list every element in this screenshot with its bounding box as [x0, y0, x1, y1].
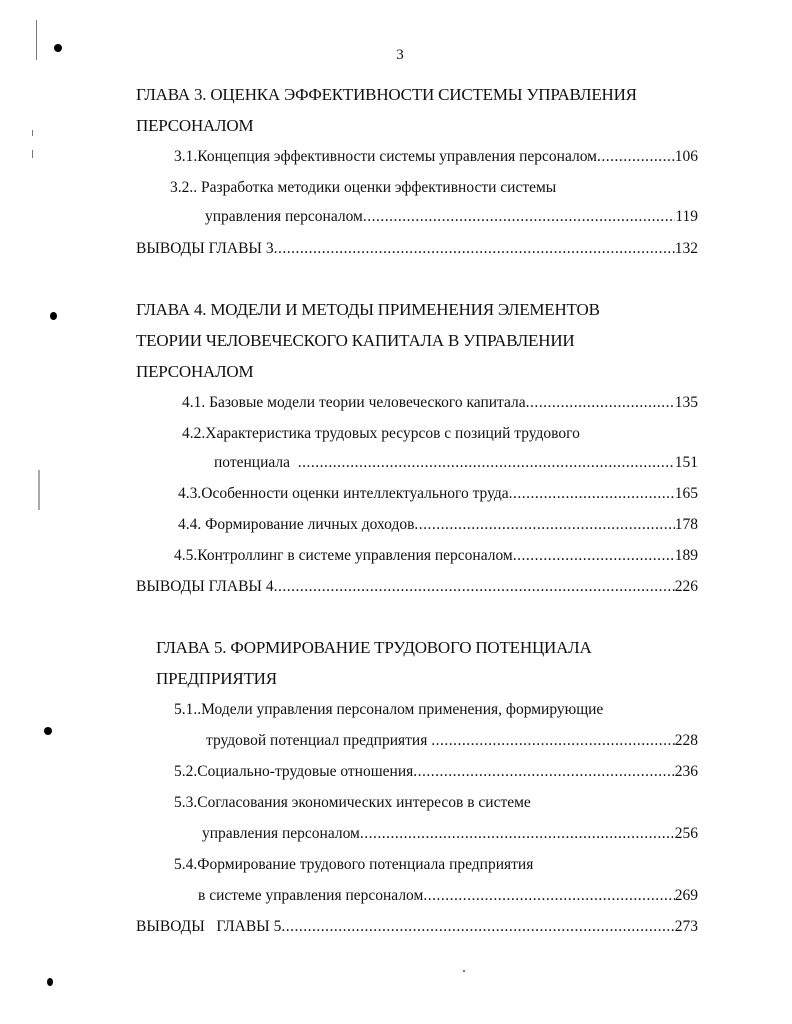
toc-entry-4-2-title[interactable]: 4.2.Характеристика трудовых ресурсов с позиций трудового: [182, 425, 580, 442]
chapter-5-heading: ГЛАВА 5. ФОРМИРОВАНИЕ ТРУДОВОГО ПОТЕНЦИАЛА: [156, 638, 592, 657]
toc-entry-5-3-title[interactable]: 5.3.Согласования экономических интересов в системе: [174, 794, 531, 811]
punch-hole-mark: [50, 312, 57, 320]
toc-entry-page: 165: [674, 485, 698, 502]
leader-dots: [360, 825, 675, 843]
toc-entry-label: 4.4. Формирование личных доходов: [178, 516, 415, 533]
punch-hole-mark: [54, 44, 62, 52]
leader-dots: [509, 485, 675, 503]
leader-dots: [274, 578, 675, 596]
toc-entry-label: 3.1.Концепция эффективности системы управления персоналом: [174, 148, 597, 165]
toc-entry-3-2-title[interactable]: 3.2.. Разработка методики оценки эффективности системы: [170, 179, 557, 196]
toc-entry-label: ВЫВОДЫ ГЛАВЫ 4: [136, 578, 274, 595]
toc-entry-4-1[interactable]: [182, 394, 698, 412]
chapter-4-heading-cont: ТЕОРИИ ЧЕЛОВЕЧЕСКОГО КАПИТАЛА В УПРАВЛЕНИИ: [136, 331, 575, 350]
toc-entry-4-4[interactable]: [178, 516, 698, 534]
toc-entry-label: 4.1. Базовые модели теории человеческого капитала: [182, 394, 526, 411]
scan-speck: [38, 470, 40, 510]
toc-entry-label: 4.3.Особенности оценки интеллектуального труда: [178, 485, 509, 502]
leader-dots: [526, 394, 675, 412]
toc-entry-4-2[interactable]: [214, 454, 698, 472]
toc-entry-page: 178: [674, 516, 698, 533]
toc-entry-5-1-title[interactable]: 5.1..Модели управления персоналом применения, формирующие: [174, 701, 604, 718]
toc-entry-5-4-title[interactable]: 5.4.Формирование трудового потенциала предприятия: [174, 856, 534, 873]
toc-entry-page: 236: [674, 763, 698, 780]
scan-speck: [36, 20, 37, 60]
toc-conclusions-4[interactable]: [136, 578, 698, 596]
toc-entry-label: управления персоналом: [205, 208, 363, 225]
toc-entry-4-5[interactable]: [174, 547, 698, 565]
scan-speck: [32, 130, 33, 136]
toc-entry-page: 119: [675, 208, 698, 225]
toc-entry-page: 256: [674, 825, 698, 842]
toc-entry-label: 5.2.Социально-трудовые отношения: [174, 763, 414, 780]
scan-speck: [32, 150, 33, 158]
leader-dots: [597, 148, 675, 166]
toc-entry-page: 132: [674, 240, 698, 257]
toc-entry-5-1[interactable]: [206, 732, 698, 750]
toc-entry-page: 273: [674, 918, 698, 935]
page-number: 3: [396, 47, 404, 63]
toc-entry-label: управления персоналом: [202, 825, 360, 842]
leader-dots: [363, 208, 675, 226]
toc-entry-label: 4.5.Контроллинг в системе управления персоналом: [174, 547, 513, 564]
leader-dots: [298, 454, 675, 472]
toc-entry-page: 151: [674, 454, 698, 471]
toc-entry-page: 269: [674, 887, 698, 904]
toc-entry-label: ВЫВОДЫ ГЛАВЫ 3: [136, 240, 274, 257]
toc-entry-4-3[interactable]: [178, 485, 698, 503]
chapter-3-heading-cont: ПЕРСОНАЛОМ: [136, 116, 254, 135]
toc-entry-label: в системе управления персоналом: [198, 887, 424, 904]
toc-entry-page: 106: [674, 148, 698, 165]
punch-hole-mark: [47, 978, 53, 986]
toc-entry-5-2[interactable]: [174, 763, 698, 781]
toc-entry-label: ВЫВОДЫ ГЛАВЫ 5: [136, 918, 282, 935]
leader-dots: [414, 516, 674, 534]
toc-entry-3-1[interactable]: [174, 148, 698, 166]
toc-entry-page: 189: [674, 547, 698, 564]
toc-conclusions-3[interactable]: [136, 240, 698, 258]
chapter-4-heading: ГЛАВА 4. МОДЕЛИ И МЕТОДЫ ПРИМЕНЕНИЯ ЭЛЕМЕНТОВ: [136, 300, 600, 319]
scan-speck: [463, 970, 465, 972]
toc-entry-3-2[interactable]: [205, 208, 698, 226]
toc-entry-5-3[interactable]: [202, 825, 698, 843]
leader-dots: [423, 887, 674, 905]
chapter-3-heading: ГЛАВА 3. ОЦЕНКА ЭФФЕКТИВНОСТИ СИСТЕМЫ УПРАВЛЕНИЯ: [136, 85, 637, 104]
toc-entry-page: 135: [674, 394, 698, 411]
leader-dots: [413, 763, 674, 781]
punch-hole-mark: [44, 727, 52, 735]
toc-entry-label: трудовой потенциал предприятия: [206, 732, 432, 749]
toc-entry-5-4[interactable]: [198, 887, 698, 905]
leader-dots: [274, 240, 675, 258]
toc-entry-label: потенциала: [214, 454, 298, 471]
leader-dots: [513, 547, 675, 565]
chapter-5-heading-cont: ПРЕДПРИЯТИЯ: [156, 669, 277, 688]
toc-conclusions-5[interactable]: [136, 918, 698, 936]
toc-entry-page: 226: [674, 578, 698, 595]
chapter-4-heading-cont: ПЕРСОНАЛОМ: [136, 362, 254, 381]
leader-dots: [281, 918, 674, 936]
toc-entry-page: 228: [674, 732, 698, 749]
leader-dots: [431, 732, 675, 750]
